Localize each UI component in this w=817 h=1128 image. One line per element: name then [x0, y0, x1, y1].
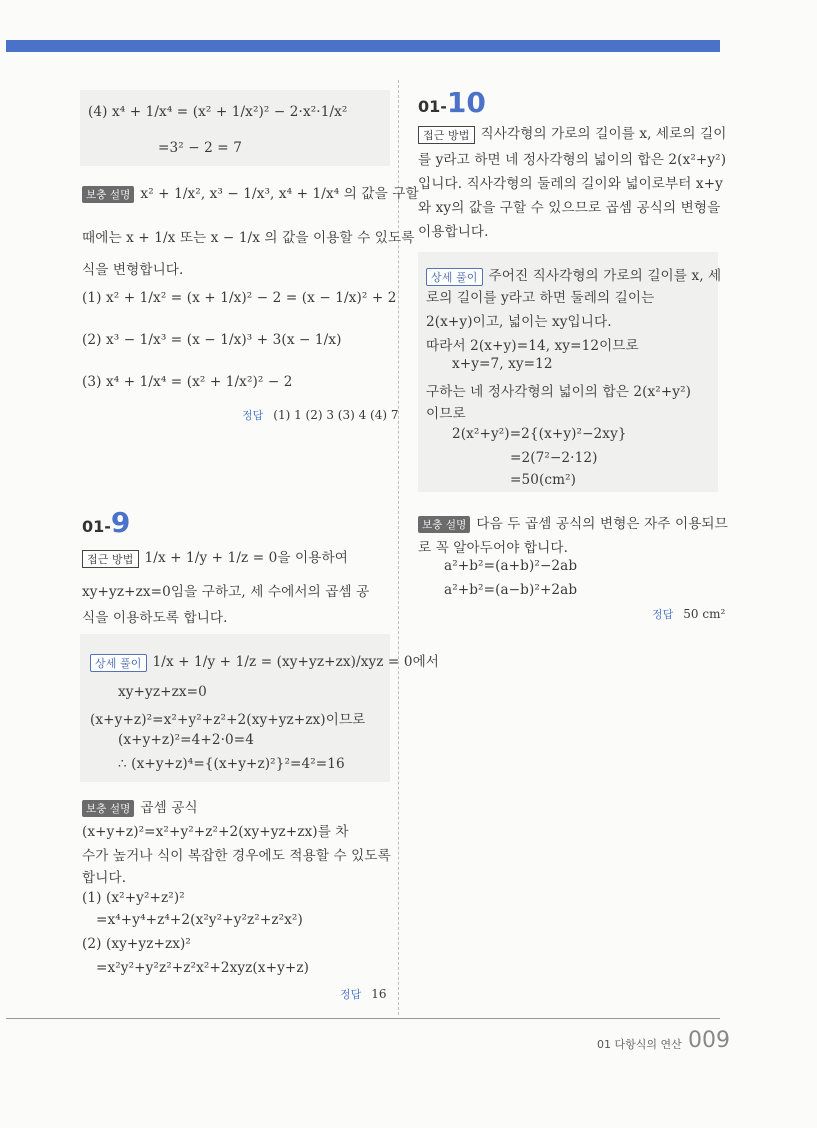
supplement-text-3: 식을 변형합니다. [82, 262, 184, 278]
detail-text-1: 주어진 직사각형의 가로의 길이를 x, 세 [488, 268, 722, 284]
top-color-bar [6, 40, 720, 52]
formula-1: (1) x² + 1/x² = (x + 1/x)² − 2 = (x − 1/x)² + 2 [82, 290, 397, 306]
detail-10-line-3: 2(x+y)이고, 넓이는 xy입니다. [426, 314, 612, 330]
supplement-9-line-7: =x²y²+y²z²+z²x²+2xyz(x+y+z) [96, 960, 310, 976]
supplement-label: 보충 설명 [418, 516, 470, 533]
answer-2 [340, 986, 387, 1002]
supplement-9-line-5: =x⁴+y⁴+z⁴+2(x²y²+y²z²+z²x²) [96, 912, 303, 928]
section-9-heading [82, 506, 130, 539]
answer-value: 50 cm² [683, 607, 726, 621]
footer-rule [6, 1018, 720, 1019]
approach-9-line-1 [82, 546, 348, 568]
column-divider [398, 80, 399, 1015]
detail-9-line-5: ∴ (x+y+z)⁴={(x+y+z)²}²=4²=16 [118, 756, 345, 772]
approach-9-line-3: 식을 이용하도록 합니다. [82, 610, 228, 626]
detail-10-line-6: 구하는 네 정사각형의 넓이의 합은 2(x²+y²) [426, 384, 692, 400]
approach-10-line-5: 이용합니다. [418, 224, 489, 240]
supplement-text-1: 다음 두 곱셈 공식의 변형은 자주 이용되므 [476, 516, 728, 532]
section-prefix: 01- [418, 97, 447, 116]
supplement-label: 보충 설명 [82, 800, 134, 817]
detail-9-line-3: (x+y+z)²=x²+y²+z²+2(xy+yz+zx)이므로 [90, 712, 366, 728]
detail-9-line-1 [90, 650, 439, 672]
detail-10-line-9: =2(7²−2·12) [510, 450, 598, 466]
supplement-text-2: 때에는 x + 1/x 또는 x − 1/x 의 값을 이용할 수 있도록 [82, 230, 415, 246]
section-10-heading [418, 86, 486, 119]
detail-9-line-2: xy+yz+zx=0 [118, 684, 207, 700]
answer-label: 정답 [652, 608, 674, 621]
answer-1 [242, 407, 399, 423]
answer-value: (1) 1 (2) 3 (3) 4 (4) 7 [273, 408, 399, 422]
detail-label: 상세 풀이 [426, 268, 483, 286]
detail-10-line-4: 따라서 2(x+y)=14, xy=12이므로 [426, 338, 639, 354]
detail-10-line-2: 로의 길이를 y라고 하면 둘레의 길이는 [426, 290, 655, 306]
approach-label: 접근 방법 [82, 550, 139, 568]
answer-value: 16 [371, 987, 387, 1001]
detail-label: 상세 풀이 [90, 654, 147, 672]
prev-solution-line-2: =3² − 2 = 7 [158, 140, 242, 156]
formula-2: (2) x³ − 1/x³ = (x − 1/x)³ + 3(x − 1/x) [82, 332, 342, 348]
detail-10-line-1 [426, 264, 721, 286]
supplement-9-title [82, 796, 198, 817]
answer-3 [652, 606, 725, 622]
supplement-10-line-3: a²+b²=(a+b)²−2ab [444, 558, 578, 574]
supplement-title: 곱셈 공식 [140, 800, 198, 816]
approach-10-line-4: 와 xy의 값을 구할 수 있으므로 곱셈 공식의 변형을 [418, 200, 721, 216]
supplement-9-line-6: (2) (xy+yz+zx)² [82, 936, 191, 952]
approach-label: 접근 방법 [418, 126, 475, 144]
supplement-label: 보충 설명 [82, 186, 134, 203]
approach-10-line-2: 를 y라고 하면 네 정사각형의 넓이의 합은 2(x²+y²) [418, 152, 727, 168]
detail-10-line-5: x+y=7, xy=12 [452, 356, 553, 372]
approach-9-line-2: xy+yz+zx=0임을 구하고, 세 수에서의 곱셈 공 [82, 584, 370, 600]
supplement-9-line-3: 합니다. [82, 870, 127, 886]
detail-text-1: 1/x + 1/y + 1/z = (xy+yz+zx)/xyz = 0에서 [152, 654, 440, 670]
formula-3: (3) x⁴ + 1/x⁴ = (x² + 1/x²)² − 2 [82, 374, 293, 390]
supplement-10-line-4: a²+b²=(a−b)²+2ab [444, 582, 578, 598]
approach-text-1: 1/x + 1/y + 1/z = 0을 이용하여 [144, 550, 348, 566]
section-number: 9 [110, 506, 131, 539]
approach-10-line-1 [418, 122, 727, 144]
supplement-text-1: x² + 1/x², x³ − 1/x³, x⁴ + 1/x⁴ 의 값을 구할 [140, 186, 419, 202]
detail-10-line-8: 2(x²+y²)=2{(x+y)²−2xy} [452, 426, 627, 442]
prev-solution-line-1: (4) x⁴ + 1/x⁴ = (x² + 1/x²)² − 2·x²·1/x² [88, 104, 348, 120]
approach-text-1: 직사각형의 가로의 길이를 x, 세로의 길이 [480, 126, 727, 142]
supplement-9-line-4: (1) (x²+y²+z²)² [82, 890, 185, 906]
detail-9-line-4: (x+y+z)²=4+2·0=4 [118, 732, 255, 748]
supplement-10-line-2: 로 꼭 알아두어야 합니다. [418, 540, 568, 556]
approach-10-line-3: 입니다. 직사각형의 둘레의 길이와 넓이로부터 x+y [418, 176, 723, 192]
footer-chapter-title: 01 다항식의 연산 [597, 1038, 682, 1051]
page-number: 009 [688, 1028, 730, 1053]
section-prefix: 01- [82, 517, 111, 536]
supplement-9-line-1: (x+y+z)²=x²+y²+z²+2(xy+yz+zx)를 차 [82, 824, 349, 840]
detail-10-line-7: 이므로 [426, 406, 466, 422]
supplement-10-line-1 [418, 512, 728, 533]
answer-label: 정답 [340, 988, 362, 1001]
supplement-1 [82, 182, 419, 203]
supplement-9-line-2: 수가 높거나 식이 복잡한 경우에도 적용할 수 있도록 [82, 848, 391, 864]
detail-10-line-10: =50(cm²) [510, 472, 577, 488]
answer-label: 정답 [242, 409, 264, 422]
section-number: 10 [446, 86, 486, 119]
